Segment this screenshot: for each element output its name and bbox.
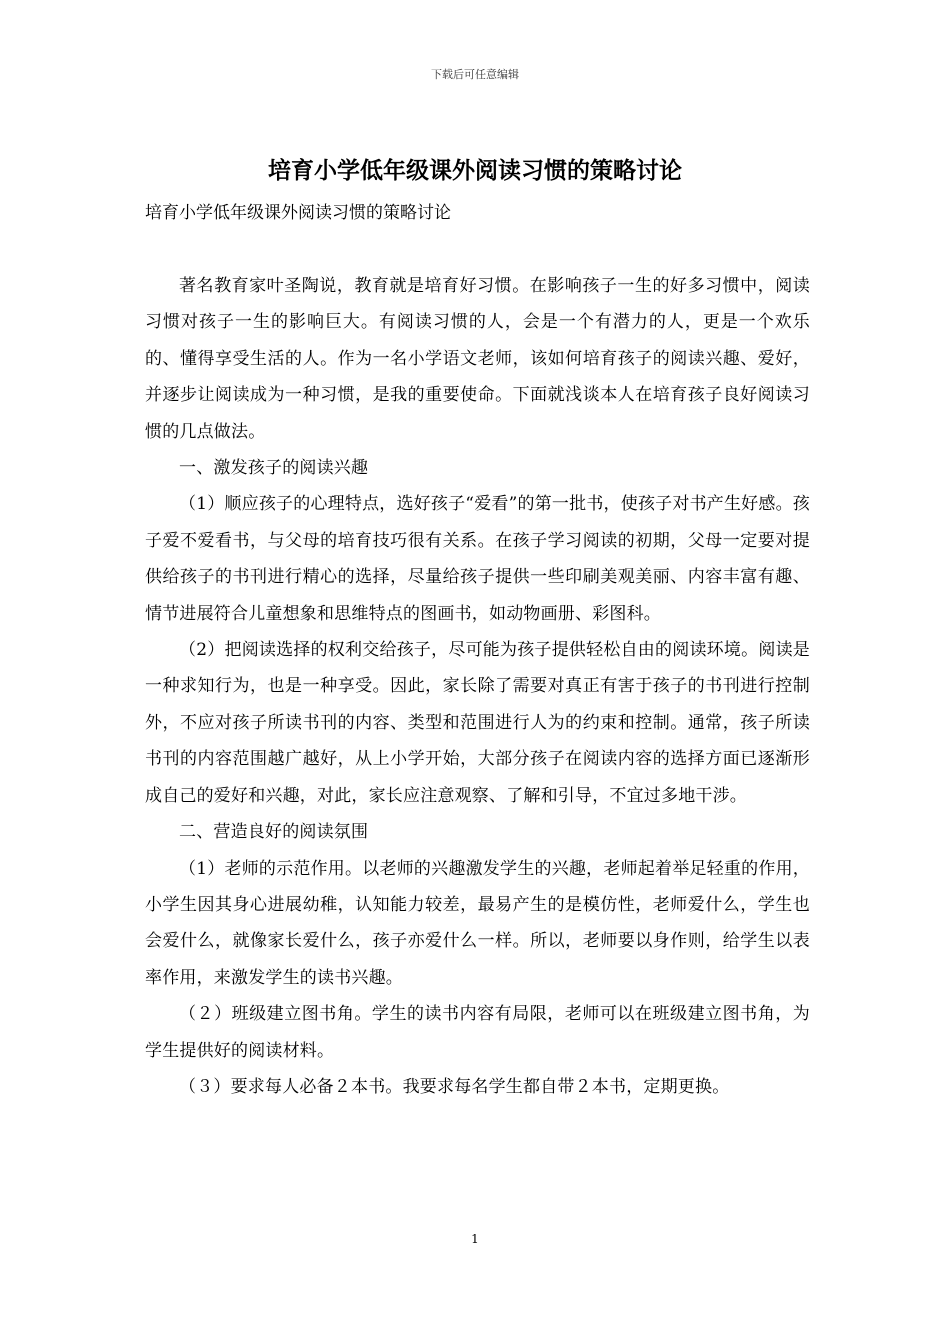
paragraph-2-1: （1）老师的示范作用。以老师的兴趣激发学生的兴趣，老师起着举足轻重的作用，小学生因其身心进展幼稚，认知能力较差，最易产生的是模仿性，老师爱什么，学生也会爱什么，就像家长爱什么，孩子亦爱什么一样。所以，老师要以身作则，给学生以表率作用，来激发学生的读书兴趣。: [145, 858, 810, 988]
section-heading-2: 二、营造良好的阅读氛围: [179, 822, 369, 843]
document-subtitle: 培育小学低年级课外阅读习惯的策略讨论: [145, 203, 451, 223]
document-body: [145, 268, 810, 1105]
section-heading-1: 一、激发孩子的阅读兴趣: [179, 458, 369, 479]
paragraph-1-1: （1）顺应孩子的心理特点，选好孩子“爱看”的第一批书，使孩子对书产生好感。孩子爱不爱看书，与父母的培育技巧很有关系。在孩子学习阅读的初期，父母一定要对提供给孩子的书刊进行精心的选择，尽量给孩子提供一些印刷美观美丽、内容丰富有趣、情节进展符合儿童想象和思维特点的图画书，如动物画册、彩图科。: [145, 494, 810, 624]
paragraph-2-2: （２）班级建立图书角。学生的读书内容有局限，老师可以在班级建立图书角，为学生提供好的阅读材料。: [145, 1004, 810, 1061]
page-header-note: 下载后可任意编辑: [431, 68, 519, 81]
document-title: 培育小学低年级课外阅读习惯的策略讨论: [268, 157, 682, 184]
paragraph-2-3: （３）要求每人必备２本书。我要求每名学生都自带２本书，定期更换。: [179, 1076, 730, 1097]
paragraph-intro: 著名教育家叶圣陶说，教育就是培育好习惯。在影响孩子一生的好多习惯中，阅读习惯对孩子一生的影响巨大。有阅读习惯的人，会是一个有潜力的人，更是一个欢乐的、懂得享受生活的人。作为一名小学语文老师，该如何培育孩子的阅读兴趣、爱好，并逐步让阅读成为一种习惯，是我的重要使命。下面就浅谈本人在培育孩子良好阅读习惯的几点做法。: [145, 276, 810, 442]
paragraph-1-2: （2）把阅读选择的权利交给孩子，尽可能为孩子提供轻松自由的阅读环境。阅读是一种求知行为，也是一种享受。因此，家长除了需要对真正有害于孩子的书刊进行控制外，不应对孩子所读书刊的内容、类型和范围进行人为的约束和控制。通常，孩子所读书刊的内容范围越广越好，从上小学开始，大部分孩子在阅读内容的选择方面已逐渐形成自己的爱好和兴趣，对此，家长应注意观察、了解和引导，不宜过多地干涉。: [145, 640, 810, 806]
page-number: 1: [471, 1232, 479, 1246]
